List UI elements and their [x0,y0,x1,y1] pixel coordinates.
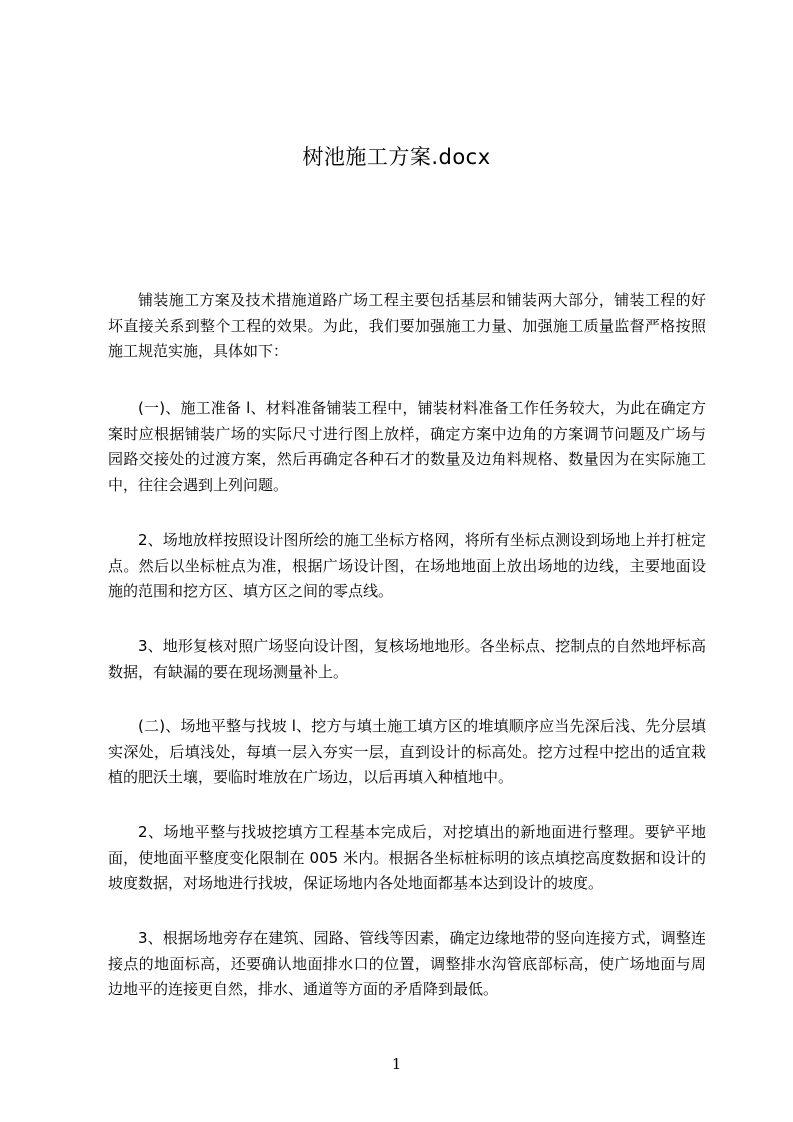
paragraph-site-layout: 2、场地放样按照设计图所绘的施工坐标方格网，将所有坐标点测设到场地上并打桩定点。然后以坐标桩点为准，根据广场设计图，在场地地面上放出场地的边线，主要地面设施的范围和挖方区、填方区之间的零点线。 [108,531,706,600]
paragraph-leveling-slope: 2、场地平整与找坡挖填方工程基本完成后，对挖填出的新地面进行整理。要铲平地面，使地面平整度变化限制在 005 米内。根据各坐标桩标明的该点填挖高度数据和设计的坡度数据，对场地进行找坡，保证场地内各处地面都基本达到设计的坡度。 [108,823,706,892]
paragraph-terrain-review: 3、地形复核对照广场竖向设计图，复核场地地形。各坐标点、挖制点的自然地坪标高数据，有缺漏的要在现场测量补上。 [108,637,706,681]
paragraph-edge-connection: 3、根据场地旁存在建筑、园路、管线等因素，确定边缘地带的竖向连接方式，调整连接点的地面标高，还要确认地面排水口的位置，调整排水沟管底部标高，使广场地面与周边地平的连接更自然，排水、通道等方面的矛盾降到最低。 [108,929,706,998]
paragraph-excavation-fill: (二)、场地平整与找坡 l、挖方与填土施工填方区的堆填顺序应当先深后浅、先分层填实深处，后填浅处，每填一层入夯实一层，直到设计的标高处。挖方过程中挖出的适宜栽植的肥沃土壤，要临时堆放在广场边，以后再填入种植地中。 [108,717,706,786]
document-title: 树池施工方案.docx [302,145,491,169]
page-number: 1 [391,1055,402,1073]
paragraph-construction-preparation: (一)、施工准备 l、材料准备铺装工程中，铺装材料准备工作任务较大，为此在确定方案时应根据铺装广场的实际尺寸进行图上放样，确定方案中边角的方案调节问题及广场与园路交接处的过渡方案，然后再确定各种石才的数量及边角料规格、数量因为在实际施工中，往往会遇到上列问题。 [108,399,706,494]
paragraph-intro: 铺装施工方案及技术措施道路广场工程主要包括基层和铺装两大部分，铺装工程的好坏直接关系到整个工程的效果。为此，我们要加强施工力量、加强施工质量监督严格按照施工规范实施，具体如下： [108,291,706,360]
